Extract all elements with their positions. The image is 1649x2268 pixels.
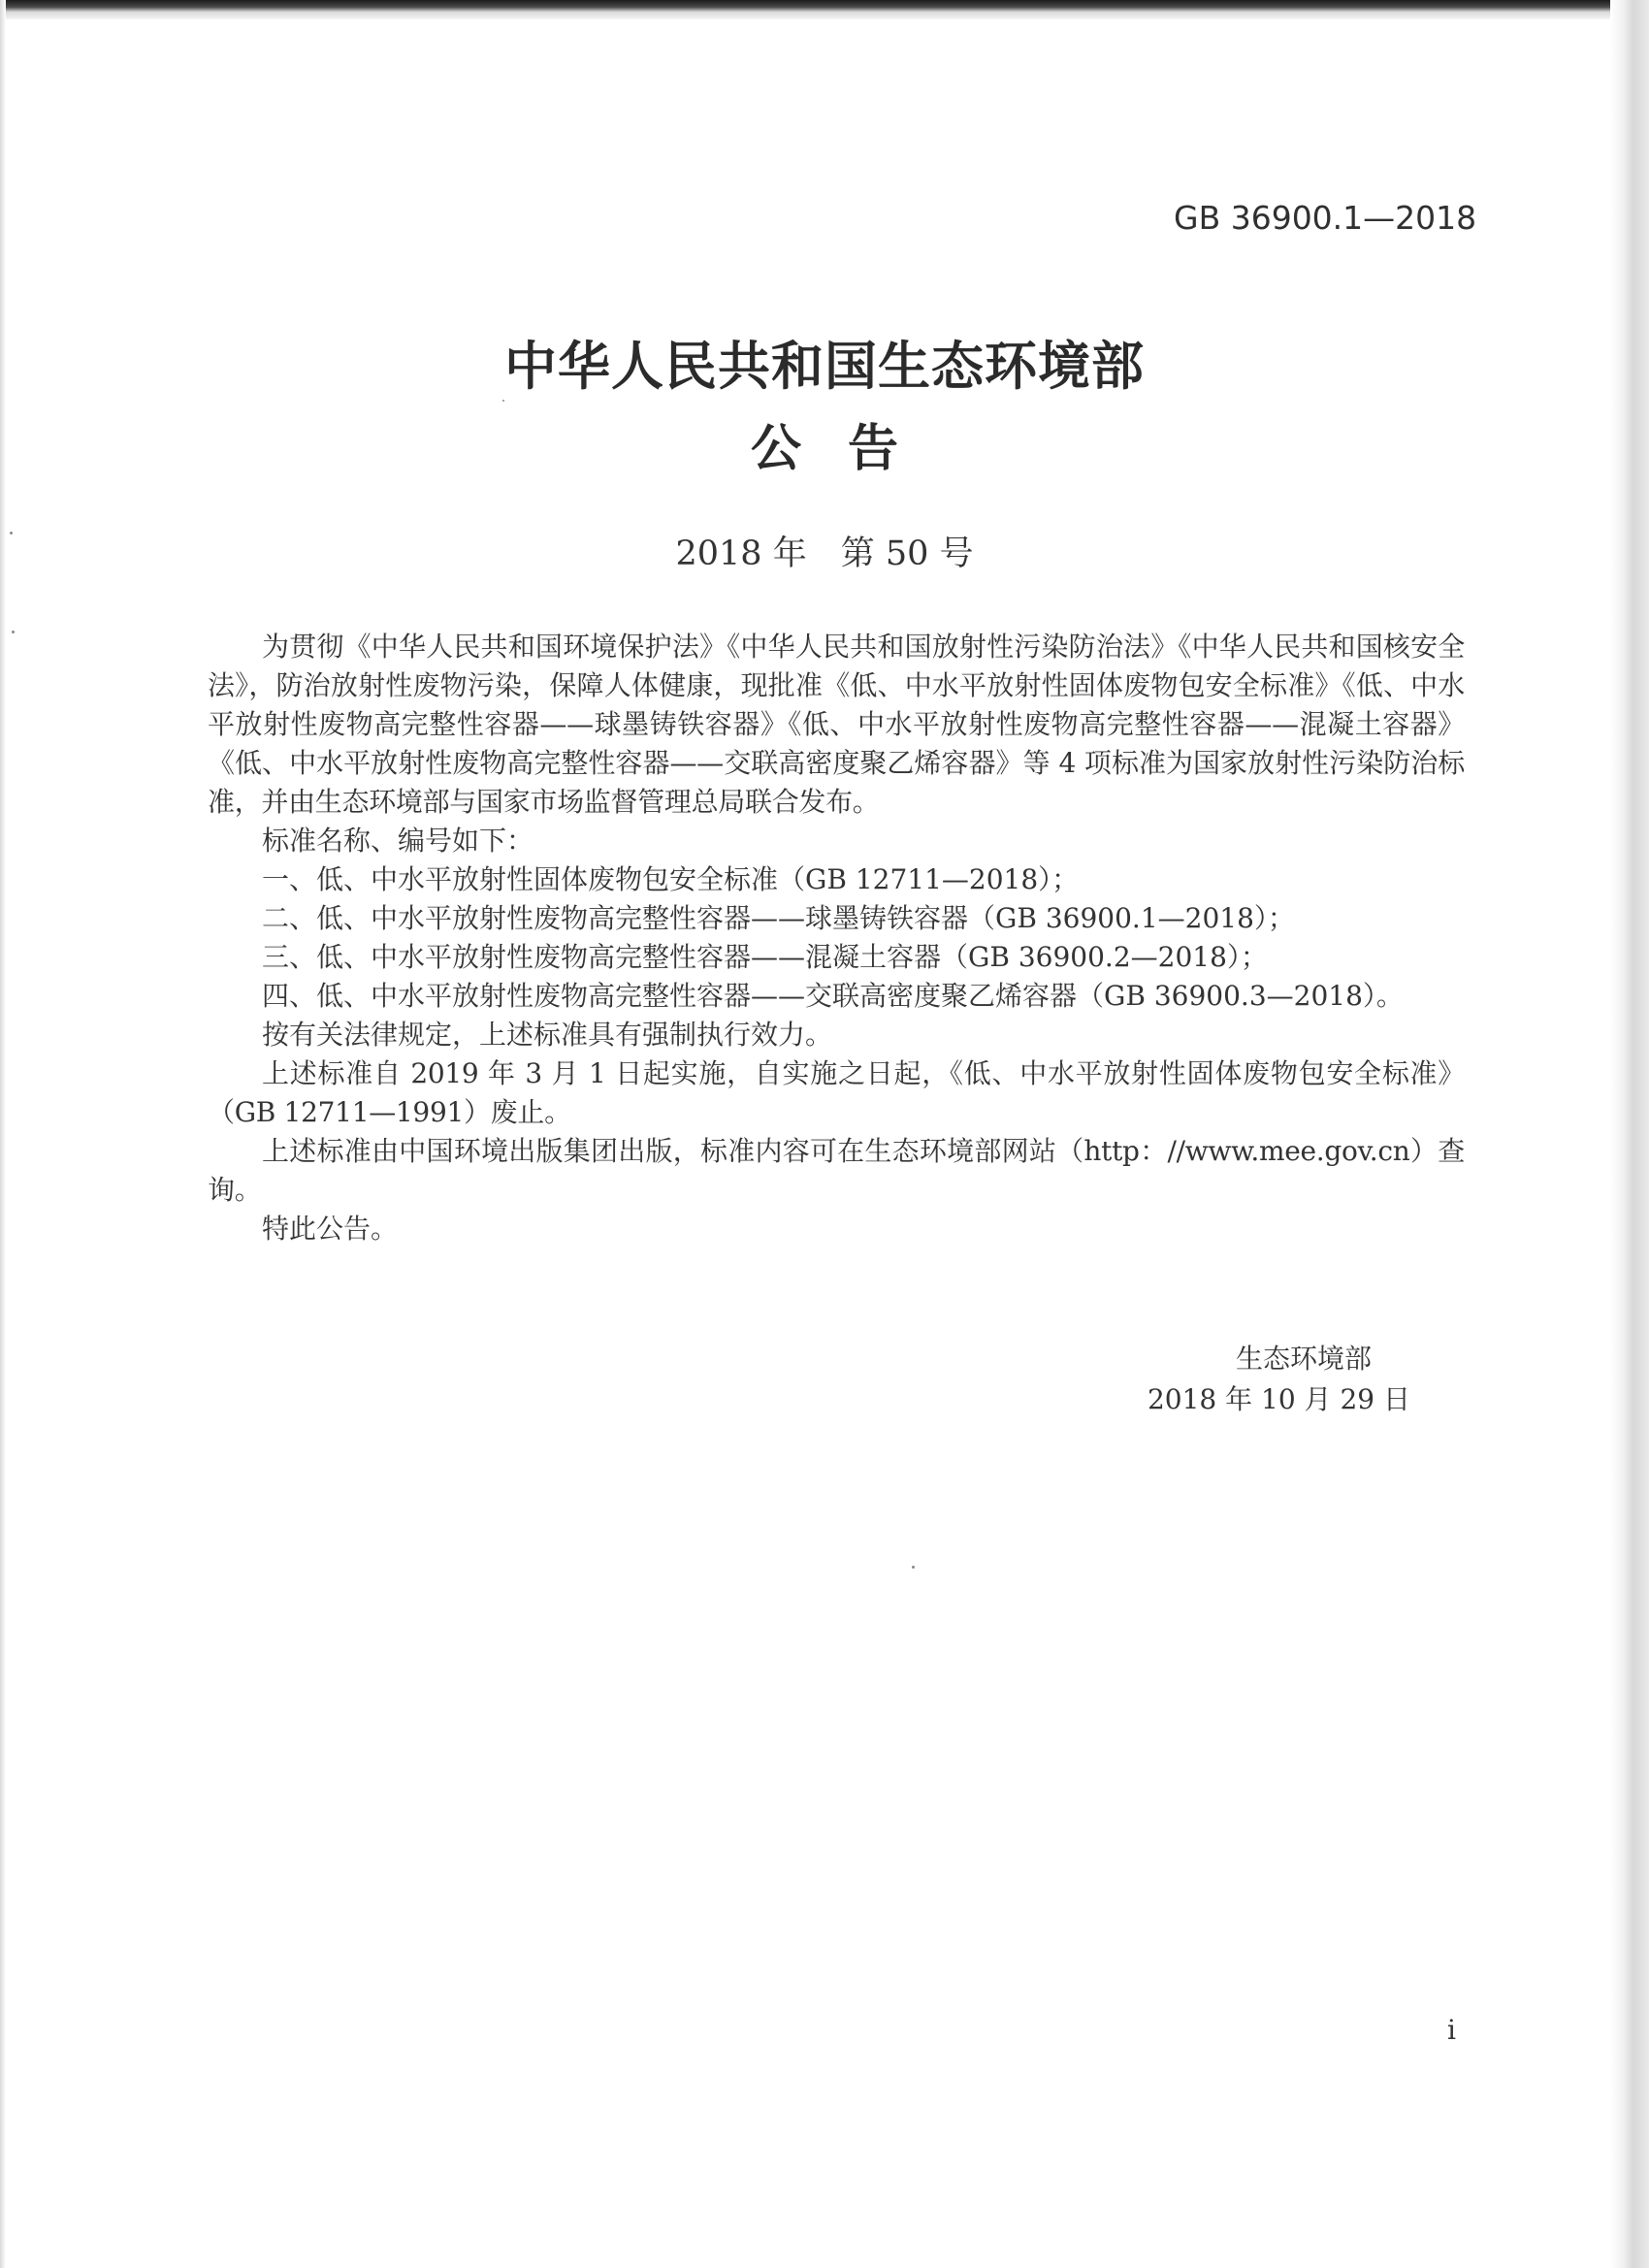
standard-code: GB 36900.1—2018 [1174, 199, 1477, 237]
intro-paragraph: 为贯彻《中华人民共和国环境保护法》《中华人民共和国放射性污染防治法》《中华人民共和国核安全法》，防治放射性废物污染，保障人体健康，现批准《低、中水平放射性固体废物包安全标准》《低、中水平放射性废物高完整性容器——球墨铸铁容器》《低、中水平放射性废物高完整性容器——混凝土容器》《低、中水平放射性废物高完整性容器——交联高密度聚乙烯容器》等 4 项标准为国家放射性污染防治标准，并由生态环境部与国家市场监督管理总局联合发布。 [208, 631, 1465, 818]
list-intro: 标准名称、编号如下： [262, 825, 534, 857]
effective-date-paragraph: 上述标准自 2019 年 3 月 1 日起实施，自实施之日起，《低、中水平放射性固体废物包安全标准》（GB 12711—1991）废止。 [208, 1057, 1465, 1128]
signature-date: 2018 年 10 月 29 日 [1147, 1383, 1410, 1415]
scan-speck [10, 532, 13, 535]
page-number: i [1447, 2014, 1456, 2046]
announcement-number: 2018 年 第 50 号 [675, 535, 974, 573]
standard-item-2: 二、低、中水平放射性废物高完整性容器——球墨铸铁容器（GB 36900.1—2018）； [262, 902, 1295, 934]
document-type-title: 公告 [750, 420, 945, 478]
standard-item-3: 三、低、中水平放射性废物高完整性容器——混凝土容器（GB 36900.2—2018）； [262, 941, 1268, 973]
closing-paragraph: 特此公告。 [262, 1213, 399, 1245]
publication-paragraph: 上述标准由中国环境出版集团出版，标准内容可在生态环境部网站（http：//www.mee.gov.cn）查询。 [208, 1135, 1465, 1206]
scan-speck [12, 631, 15, 633]
signature-organization: 生态环境部 [1235, 1343, 1372, 1375]
scan-speck [912, 1566, 915, 1569]
signature-block [1077, 1339, 1465, 1420]
scan-speck [502, 400, 504, 402]
scan-edge-top [0, 0, 1649, 12]
standard-item-4: 四、低、中水平放射性废物高完整性容器——交联高密度聚乙烯容器（GB 36900.3—2018）。 [262, 980, 1404, 1012]
issuing-organization-title: 中华人民共和国生态环境部 [504, 336, 1145, 397]
standard-item-1: 一、低、中水平放射性固体废物包安全标准（GB 12711—2018）； [262, 863, 1080, 895]
scan-edge-top-shade [0, 12, 1649, 19]
announcement-body [208, 628, 1465, 1248]
legal-effect-paragraph: 按有关法律规定，上述标准具有强制执行效力。 [262, 1019, 833, 1051]
